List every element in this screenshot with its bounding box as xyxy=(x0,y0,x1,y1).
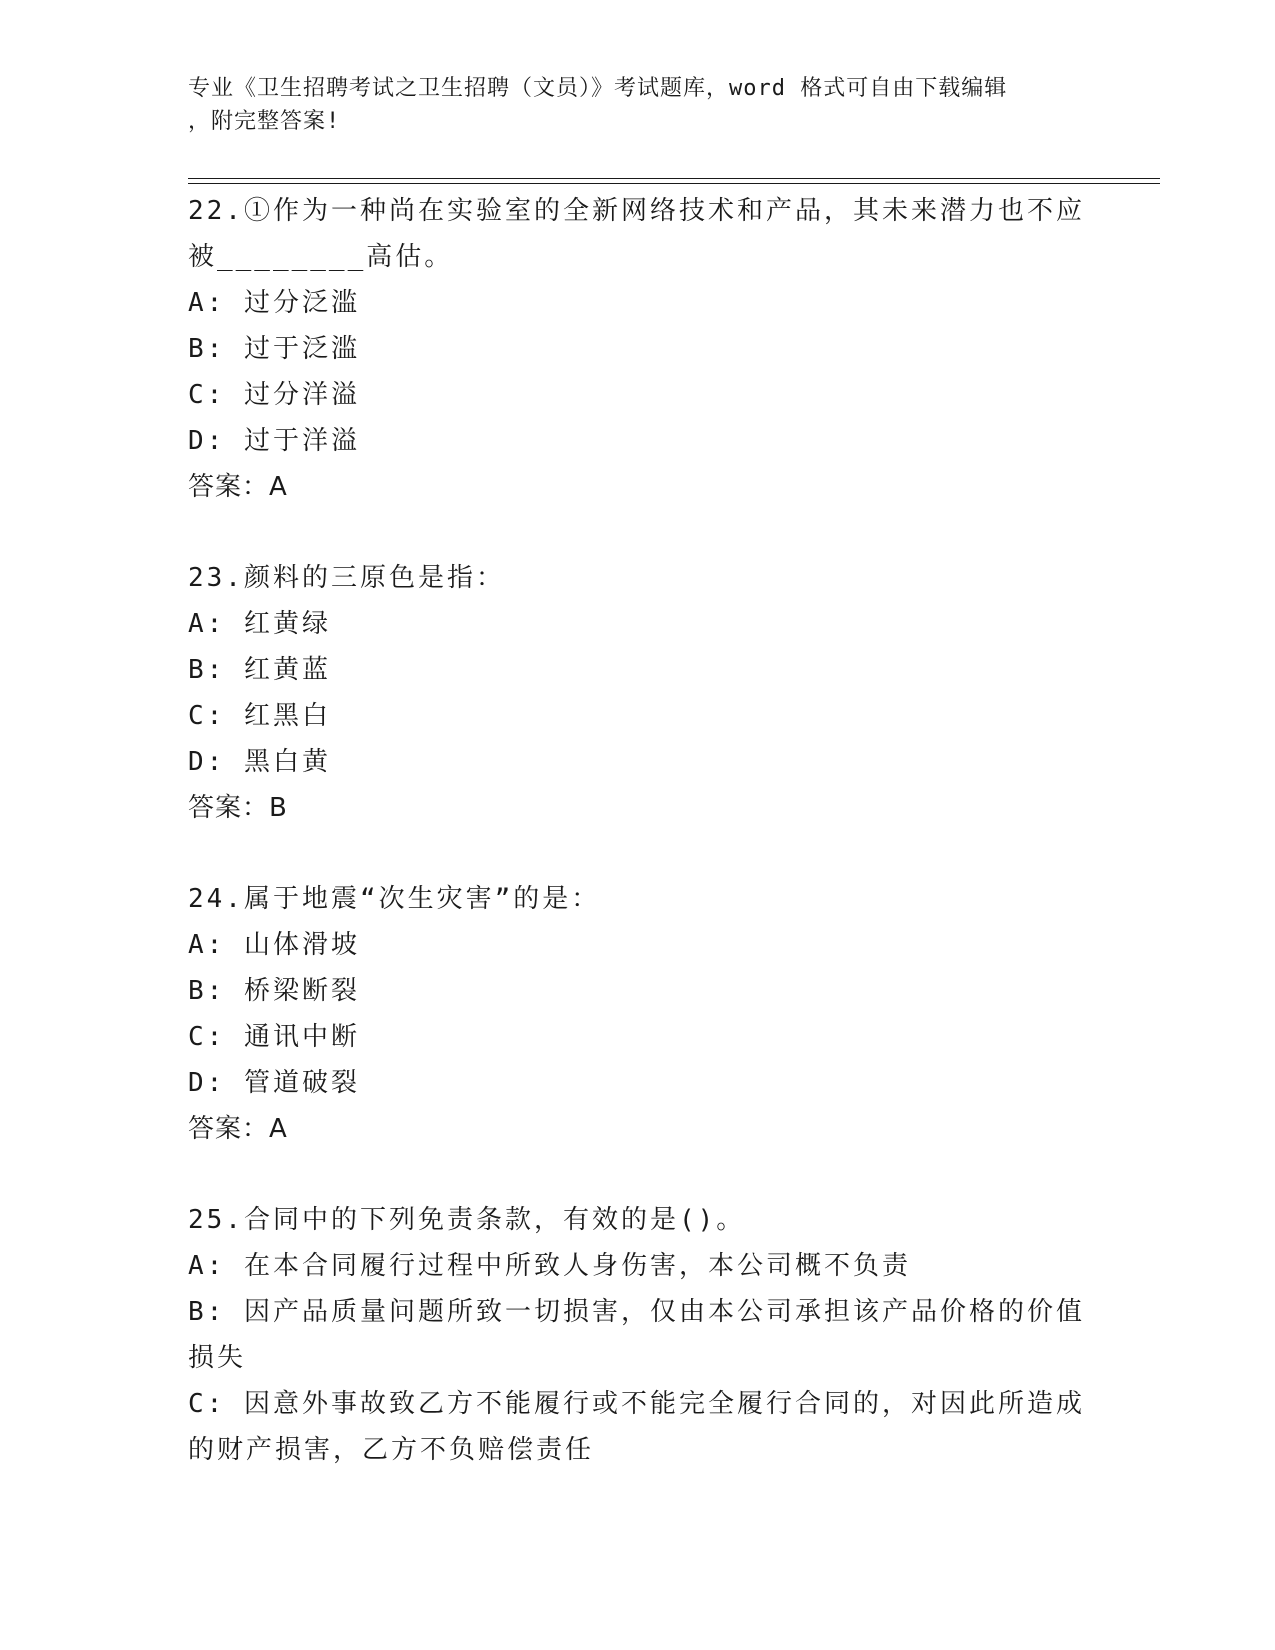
question-24 xyxy=(188,876,1088,1152)
question-text: 24.属于地震“次生灾害”的是： xyxy=(188,884,601,914)
question-23 xyxy=(188,555,1088,831)
question-25 xyxy=(188,1197,1088,1473)
question-list xyxy=(188,188,1088,1518)
answer-label: 答案：A xyxy=(188,1114,288,1144)
option-c: C: 过分洋溢 xyxy=(188,380,360,410)
answer-label: 答案：B xyxy=(188,793,288,823)
header-line-2: ，附完整答案! xyxy=(188,109,341,134)
option-a: A: 在本合同履行过程中所致人身伤害，本公司概不负责 xyxy=(188,1251,911,1281)
option-c: C: 因意外事故致乙方不能履行或不能完全履行合同的，对因此所造成 xyxy=(188,1389,1085,1419)
question-text: 25.合同中的下列免责条款，有效的是()。 xyxy=(188,1205,746,1235)
option-b: B: 红黄蓝 xyxy=(188,655,331,685)
option-d: D: 过于洋溢 xyxy=(188,426,360,456)
answer-label: 答案：A xyxy=(188,472,288,502)
document-header xyxy=(188,72,1068,138)
option-a: A: 红黄绿 xyxy=(188,609,331,639)
question-text: 23.颜料的三原色是指： xyxy=(188,563,505,593)
option-c: C: 红黑白 xyxy=(188,701,331,731)
header-line-1: 专业《卫生招聘考试之卫生招聘（文员）》考试题库，word 格式可自由下载编辑 xyxy=(188,76,1008,101)
question-22 xyxy=(188,188,1088,510)
option-c: C: 通讯中断 xyxy=(188,1022,360,1052)
option-b: B: 因产品质量问题所致一切损害，仅由本公司承担该产品价格的价值 xyxy=(188,1297,1085,1327)
option-b-continued: 损失 xyxy=(188,1343,247,1373)
option-d: D: 管道破裂 xyxy=(188,1068,360,1098)
option-a: A: 山体滑坡 xyxy=(188,930,360,960)
question-text: 被________高估。 xyxy=(188,242,454,272)
option-d: D: 黑白黄 xyxy=(188,747,331,777)
option-a: A: 过分泛滥 xyxy=(188,288,360,318)
question-text: 22.①作为一种尚在实验室的全新网络技术和产品，其未来潜力也不应 xyxy=(188,196,1085,226)
header-rule-top xyxy=(188,178,1160,179)
option-b: B: 桥梁断裂 xyxy=(188,976,360,1006)
option-b: B: 过于泛滥 xyxy=(188,334,360,364)
header-rule-bottom xyxy=(188,183,1160,184)
option-c-continued: 的财产损害，乙方不负赔偿责任 xyxy=(188,1435,595,1465)
